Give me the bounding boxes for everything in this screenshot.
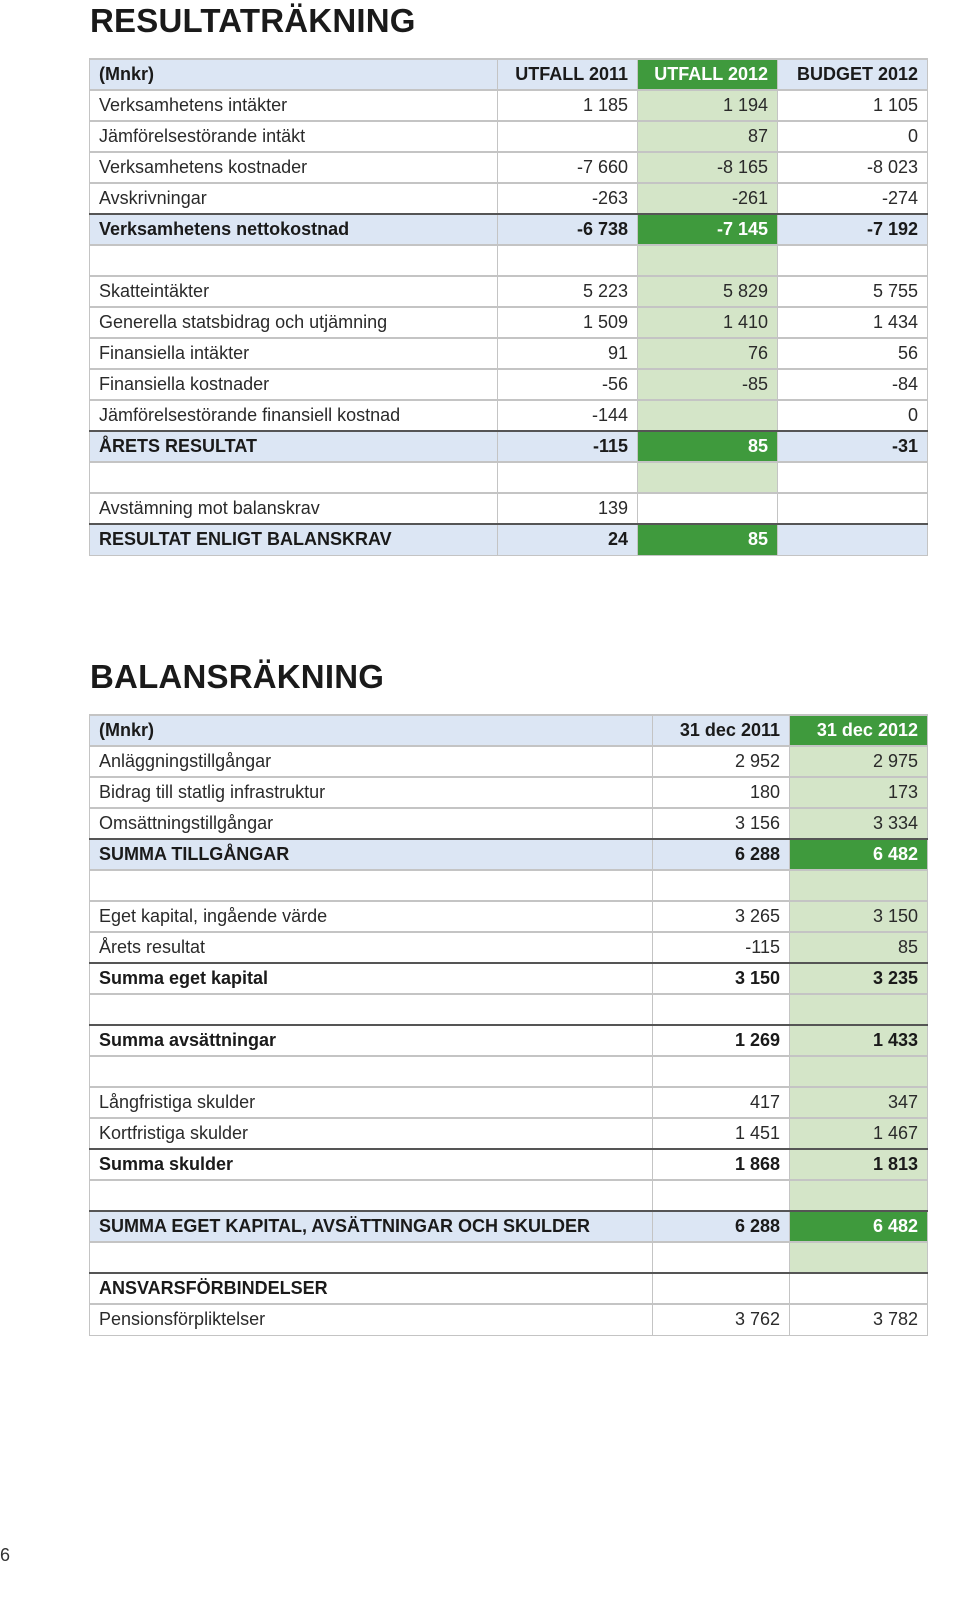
cell-value <box>790 994 928 1025</box>
cell-value: 91 <box>498 338 638 369</box>
cell-value: 1 410 <box>638 307 778 338</box>
cell-value <box>653 1242 790 1273</box>
cell-value: -31 <box>778 431 928 462</box>
cell-value: 3 150 <box>653 963 790 994</box>
cell-value: -84 <box>778 369 928 400</box>
row-label: Avskrivningar <box>90 183 498 214</box>
table-row <box>90 276 928 307</box>
spacer-row <box>90 994 928 1025</box>
row-label: Summa eget kapital <box>90 963 653 994</box>
row-label: Eget kapital, ingående värde <box>90 901 653 932</box>
subtotal-row <box>90 1025 928 1056</box>
table-row <box>90 400 928 431</box>
cell-value: 1 813 <box>790 1149 928 1180</box>
cell-value: -115 <box>653 932 790 963</box>
table-row <box>90 183 928 214</box>
cell-value: 1 451 <box>653 1118 790 1149</box>
cell-value <box>653 1273 790 1304</box>
cell-value: 5 829 <box>638 276 778 307</box>
cell-value: 417 <box>653 1087 790 1118</box>
table-row <box>90 777 928 808</box>
row-label: Generella statsbidrag och utjämning <box>90 307 498 338</box>
spacer-row <box>90 1180 928 1211</box>
balansrakning-table <box>89 714 928 1336</box>
cell-value: -8 023 <box>778 152 928 183</box>
cell-value <box>778 493 928 524</box>
row-label: Skatteintäkter <box>90 276 498 307</box>
cell-value: 3 265 <box>653 901 790 932</box>
column-header-2011: 31 dec 2011 <box>653 715 790 746</box>
cell-value <box>638 462 778 493</box>
cell-value: -263 <box>498 183 638 214</box>
cell-value <box>638 400 778 431</box>
cell-value <box>790 1180 928 1211</box>
cell-value: 347 <box>790 1087 928 1118</box>
spacer-row <box>90 1056 928 1087</box>
cell-value: 85 <box>638 524 778 555</box>
table-row <box>90 1087 928 1118</box>
row-label <box>90 1056 653 1087</box>
cell-value: -274 <box>778 183 928 214</box>
cell-value: 5 755 <box>778 276 928 307</box>
row-label <box>90 1242 653 1273</box>
cell-value: 1 269 <box>653 1025 790 1056</box>
cell-value: 6 288 <box>653 839 790 870</box>
cell-value: 6 482 <box>790 1211 928 1242</box>
row-label: Kortfristiga skulder <box>90 1118 653 1149</box>
row-label: Finansiella kostnader <box>90 369 498 400</box>
column-header-label: (Mnkr) <box>90 715 653 746</box>
subtotal-row <box>90 214 928 245</box>
row-label: RESULTAT ENLIGT BALANSKRAV <box>90 524 498 555</box>
cell-value <box>778 462 928 493</box>
table-row <box>90 746 928 777</box>
table-header-row <box>90 59 928 90</box>
table-row <box>90 1304 928 1335</box>
row-label: Verksamhetens nettokostnad <box>90 214 498 245</box>
row-label: SUMMA TILLGÅNGAR <box>90 839 653 870</box>
cell-value: 1 185 <box>498 90 638 121</box>
table-header-row <box>90 715 928 746</box>
row-label: Omsättningstillgångar <box>90 808 653 839</box>
cell-value: -85 <box>638 369 778 400</box>
cell-value <box>653 1180 790 1211</box>
resultatrakning-title: RESULTATRÄKNING <box>90 2 416 39</box>
cell-value <box>790 1242 928 1273</box>
cell-value: 76 <box>638 338 778 369</box>
cell-value: 1 868 <box>653 1149 790 1180</box>
row-label: ANSVARSFÖRBINDELSER <box>90 1273 653 1304</box>
cell-value: 3 782 <box>790 1304 928 1335</box>
row-label: Anläggningstillgångar <box>90 746 653 777</box>
cell-value <box>498 245 638 276</box>
row-label <box>90 870 653 901</box>
spacer-row <box>90 462 928 493</box>
table-row <box>90 121 928 152</box>
cell-value: 1 433 <box>790 1025 928 1056</box>
column-header-label: (Mnkr) <box>90 59 498 90</box>
cell-value: 5 223 <box>498 276 638 307</box>
cell-value: -7 145 <box>638 214 778 245</box>
cell-value <box>653 870 790 901</box>
resultatrakning-table <box>89 58 928 556</box>
cell-value: 0 <box>778 400 928 431</box>
cell-value <box>790 1056 928 1087</box>
row-label: Jämförelsestörande intäkt <box>90 121 498 152</box>
column-header-utfall-2011: UTFALL 2011 <box>498 59 638 90</box>
table-row <box>90 307 928 338</box>
cell-value: -115 <box>498 431 638 462</box>
cell-value: 1 194 <box>638 90 778 121</box>
cell-value <box>638 245 778 276</box>
cell-value: 2 952 <box>653 746 790 777</box>
cell-value: 1 467 <box>790 1118 928 1149</box>
subtotal-row <box>90 1149 928 1180</box>
row-label: Pensionsförpliktelser <box>90 1304 653 1335</box>
cell-value: -56 <box>498 369 638 400</box>
cell-value <box>498 121 638 152</box>
spacer-row <box>90 245 928 276</box>
subtotal-row <box>90 963 928 994</box>
row-label: Verksamhetens kostnader <box>90 152 498 183</box>
cell-value: 6 482 <box>790 839 928 870</box>
cell-value: -6 738 <box>498 214 638 245</box>
cell-value: 85 <box>790 932 928 963</box>
row-label: Finansiella intäkter <box>90 338 498 369</box>
total-row <box>90 839 928 870</box>
total-row <box>90 431 928 462</box>
page-number: 6 <box>0 1545 11 1565</box>
cell-value: 3 150 <box>790 901 928 932</box>
row-label: Summa skulder <box>90 1149 653 1180</box>
balansrakning-title: BALANSRÄKNING <box>90 658 385 695</box>
cell-value: 2 975 <box>790 746 928 777</box>
row-label: ÅRETS RESULTAT <box>90 431 498 462</box>
cell-value <box>498 462 638 493</box>
cell-value: 6 288 <box>653 1211 790 1242</box>
column-header-2012: 31 dec 2012 <box>790 715 928 746</box>
cell-value: 3 156 <box>653 808 790 839</box>
cell-value <box>790 1273 928 1304</box>
row-label: Jämförelsestörande finansiell kostnad <box>90 400 498 431</box>
total-row <box>90 524 928 555</box>
row-label <box>90 245 498 276</box>
table-row <box>90 152 928 183</box>
section-heading-row <box>90 1273 928 1304</box>
table-row <box>90 338 928 369</box>
cell-value: 85 <box>638 431 778 462</box>
cell-value: 24 <box>498 524 638 555</box>
cell-value: 87 <box>638 121 778 152</box>
row-label: Summa avsättningar <box>90 1025 653 1056</box>
table-row <box>90 493 928 524</box>
cell-value: 56 <box>778 338 928 369</box>
cell-value: 139 <box>498 493 638 524</box>
table-row <box>90 369 928 400</box>
table-row <box>90 1118 928 1149</box>
column-header-utfall-2012: UTFALL 2012 <box>638 59 778 90</box>
row-label: Årets resultat <box>90 932 653 963</box>
row-label: Bidrag till statlig infrastruktur <box>90 777 653 808</box>
cell-value <box>790 870 928 901</box>
cell-value: -7 660 <box>498 152 638 183</box>
row-label <box>90 1180 653 1211</box>
row-label <box>90 462 498 493</box>
cell-value: -261 <box>638 183 778 214</box>
total-row <box>90 1211 928 1242</box>
table-row <box>90 932 928 963</box>
cell-value: 3 334 <box>790 808 928 839</box>
cell-value <box>638 493 778 524</box>
row-label: Långfristiga skulder <box>90 1087 653 1118</box>
cell-value: 1 105 <box>778 90 928 121</box>
cell-value: -8 165 <box>638 152 778 183</box>
row-label: Verksamhetens intäkter <box>90 90 498 121</box>
cell-value: 1 434 <box>778 307 928 338</box>
cell-value: 1 509 <box>498 307 638 338</box>
cell-value <box>653 994 790 1025</box>
column-header-budget-2012: BUDGET 2012 <box>778 59 928 90</box>
cell-value: 180 <box>653 777 790 808</box>
cell-value: -7 192 <box>778 214 928 245</box>
cell-value: 3 762 <box>653 1304 790 1335</box>
cell-value: 173 <box>790 777 928 808</box>
cell-value <box>778 245 928 276</box>
row-label <box>90 994 653 1025</box>
spacer-row <box>90 1242 928 1273</box>
spacer-row <box>90 870 928 901</box>
cell-value <box>778 524 928 555</box>
cell-value: 0 <box>778 121 928 152</box>
cell-value: -144 <box>498 400 638 431</box>
cell-value: 3 235 <box>790 963 928 994</box>
row-label: SUMMA EGET KAPITAL, AVSÄTTNINGAR OCH SKULDER <box>90 1211 653 1242</box>
cell-value <box>653 1056 790 1087</box>
table-row <box>90 901 928 932</box>
row-label: Avstämning mot balanskrav <box>90 493 498 524</box>
table-row <box>90 90 928 121</box>
table-row <box>90 808 928 839</box>
